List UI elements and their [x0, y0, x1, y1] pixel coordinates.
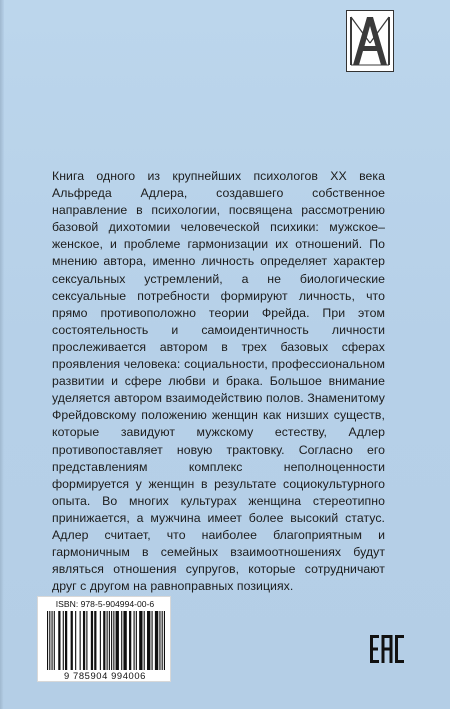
barcode-bar: [91, 611, 93, 670]
spine-edge: [0, 0, 4, 709]
barcode-bar: [109, 611, 110, 670]
barcode-bar: [49, 611, 50, 670]
barcode-bar: [152, 611, 153, 670]
barcode-bar: [116, 611, 119, 670]
barcode-bar: [147, 611, 150, 670]
barcode-bar: [83, 611, 85, 670]
barcode-bar: [52, 611, 53, 670]
barcode-label: [37, 596, 171, 682]
publisher-logo: [346, 10, 394, 72]
barcode-bar: [58, 611, 60, 670]
barcode-bar: [164, 611, 165, 670]
barcode-bar: [47, 611, 48, 670]
barcode-bar: [136, 611, 137, 670]
barcode-bar: [144, 611, 145, 670]
barcode-bar: [54, 611, 55, 670]
barcode-bar: [94, 611, 96, 670]
barcode-bar: [123, 611, 126, 670]
barcode-bar: [111, 611, 112, 670]
book-annotation: Книга одного из крупнейших психологов XX века Альфреда Адлера, создавшего собственное направление в психологии, посвящена рассмотрению базовой дихотомии человеческой психики: мужское–женское, и проблеме гармонизации их отношений. По мнению автора, именно личность определяет характер сексуальных устремлений, а не биологические сексуальные потребности формируют личность, что прямо противоположно теории Фрейда. При этом состоятельность и самоидентичность личности прослеживается автором в трех базовых сферах проявления человека: социальности, профессиональном развитии и сфере любви и брака. Большое внимание уделяется автором взаимодействию полов. Знаменитому Фрейдовскому положению женщин как низших существ, которые завидуют мужскому естеству, Адлер противопоставляет новую трактовку. Согласно его представлениям комплекс неполноценности формируется у женщин в результате социокультурного опыта. Во многих культурах женщина стереотипно принижается, а мужчина имеет более высокий статус. Адлер считает, что наиболее благоприятным и гармоничным в семейных взаимоотношениях будут являться отношения супругов, которые сотрудничают друг с другом на равноправных позициях.: [52, 169, 385, 594]
barcode-bar: [100, 611, 101, 670]
barcode-bar: [107, 611, 108, 670]
barcode-bar: [162, 611, 163, 670]
publisher-logo-icon: [347, 11, 393, 71]
barcode-bar: [65, 611, 67, 670]
barcode-bar: [159, 611, 160, 670]
barcode-bar: [134, 611, 135, 670]
barcode-bar: [113, 611, 114, 670]
barcode-bar: [86, 611, 87, 670]
barcode-bar: [75, 611, 76, 670]
barcode-bar: [63, 611, 64, 670]
barcode-bar: [121, 611, 122, 670]
barcode-bar: [103, 611, 105, 670]
barcode-bar: [80, 611, 81, 670]
barcode-icon: [47, 611, 165, 670]
barcode-bar: [129, 611, 131, 670]
ean-number: 9 785904 994006: [64, 670, 146, 681]
barcode-bar: [139, 611, 142, 670]
barcode-bar: [71, 611, 73, 670]
isbn-text: ISBN: 978-5-904994-00-6: [55, 599, 155, 609]
eac-certification-icon: [369, 632, 405, 666]
barcode-bar: [155, 611, 158, 670]
